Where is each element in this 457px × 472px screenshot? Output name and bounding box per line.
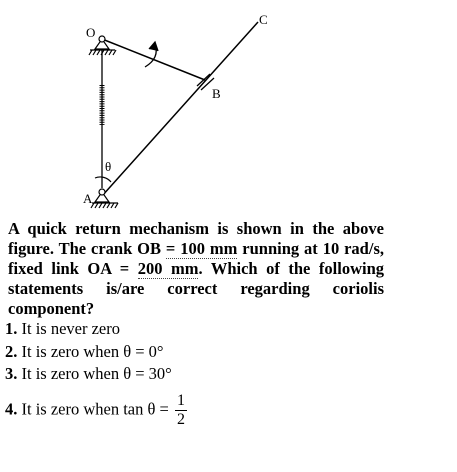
theta-arc [95, 177, 111, 182]
label-a: A [83, 191, 93, 206]
option-1: 1. It is never zero [5, 319, 120, 338]
question-text: A quick return mechanism is shown in the above figure. The crank OB = 100 mm running at 10 rad/s, fixed link OA = 200 mm. Which of the following statements is/are correct regarding coriolis component? [8, 219, 384, 318]
link-length: 200 mm [137, 259, 199, 278]
option-3: 3. It is zero when θ = 30° [5, 364, 172, 383]
option-4: 4. It is zero when tan θ = $\frac{1}{2}$ [5, 392, 185, 428]
mechanism-diagram [0, 0, 300, 215]
label-theta: θ [105, 159, 112, 174]
pivot-a [91, 189, 118, 208]
crank-length: = 100 mm [165, 239, 238, 258]
option-2: 2. It is zero when θ = 0° [5, 342, 164, 361]
fraction: $\frac{1}{2}$ [176, 392, 185, 428]
rotation-arrow-icon [145, 42, 158, 67]
label-c: C [259, 12, 268, 27]
label-b: B [212, 86, 221, 101]
label-o: O [86, 25, 96, 40]
